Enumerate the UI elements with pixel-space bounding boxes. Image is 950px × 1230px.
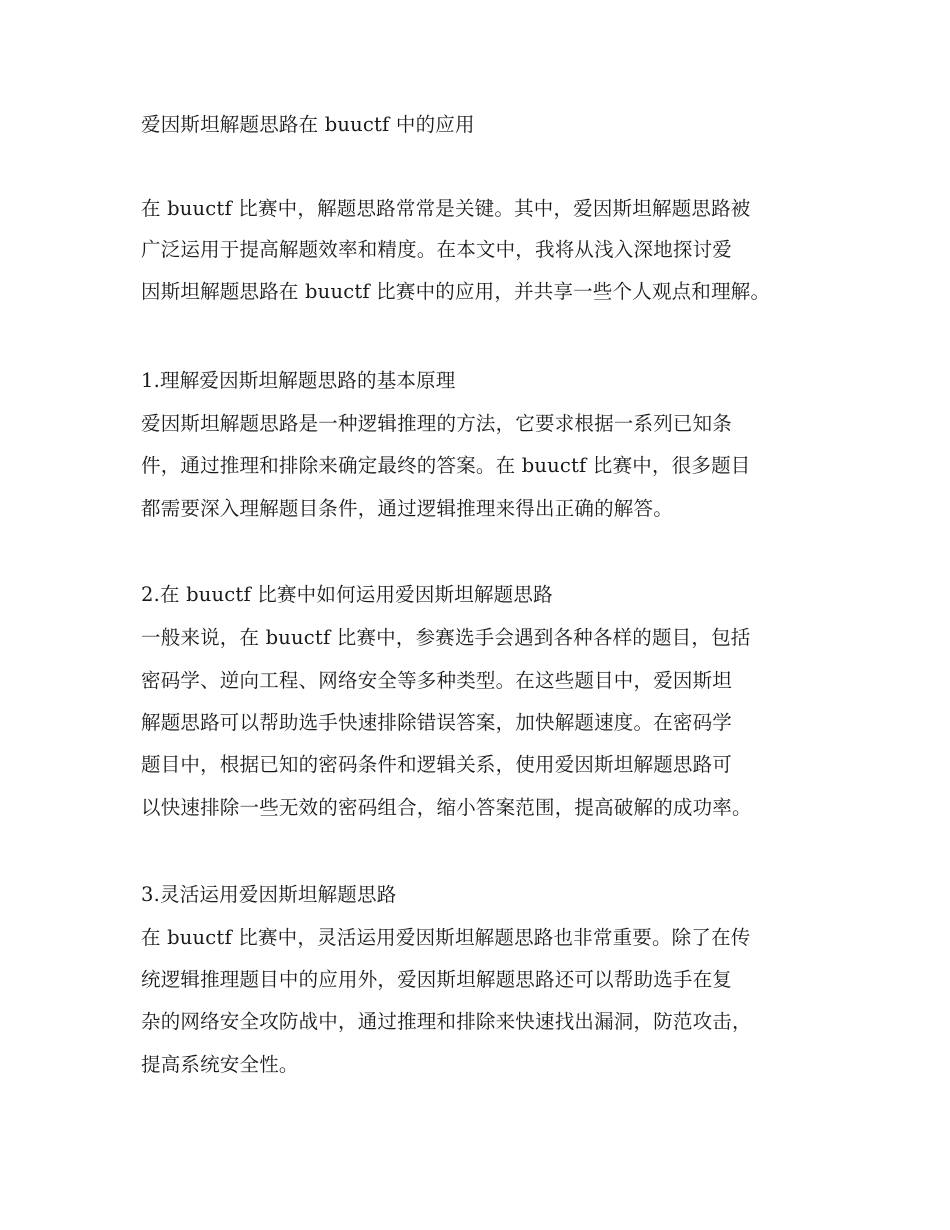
section-3-heading: 3.灵活运用爱因斯坦解题思路 [141,883,397,906]
section-2-line: 以快速排除一些无效的密码组合，缩小答案范围，提高破解的成功率。 [141,796,752,819]
section-2-line: 密码学、逆向工程、网络安全等多种类型。在这些题目中，爱因斯坦 [141,669,733,692]
section-1-line: 件，通过推理和排除来确定最终的答案。在 buuctf 比赛中，很多题目 [141,454,751,477]
page-title: 爱因斯坦解题思路在 buuctf 中的应用 [141,113,475,136]
section-1-heading: 1.理解爱因斯坦解题思路的基本原理 [141,369,456,392]
section-3-line: 提高系统安全性。 [141,1053,299,1076]
section-2-line: 解题思路可以帮助选手快速排除错误答案，加快解题速度。在密码学 [141,711,733,734]
intro-line: 因斯坦解题思路在 buuctf 比赛中的应用，并共享一些个人观点和理解。 [141,280,771,303]
section-2-heading: 2.在 buuctf 比赛中如何运用爱因斯坦解题思路 [141,583,553,606]
intro-line: 在 buuctf 比赛中，解题思路常常是关键。其中，爱因斯坦解题思路被 [141,197,751,220]
intro-line: 广泛运用于提高解题效率和精度。在本文中，我将从浅入深地探讨爱 [141,238,733,261]
section-1-line: 爱因斯坦解题思路是一种逻辑推理的方法，它要求根据一系列已知条 [141,412,733,435]
section-3-line: 统逻辑推理题目中的应用外，爱因斯坦解题思路还可以帮助选手在复 [141,968,733,991]
section-3-line: 杂的网络安全攻防战中，通过推理和排除来快速找出漏洞，防范攻击， [141,1010,752,1033]
section-1-line: 都需要深入理解题目条件，通过逻辑推理来得出正确的解答。 [141,497,673,520]
section-2-line: 题目中，根据已知的密码条件和逻辑关系，使用爱因斯坦解题思路可 [141,753,733,776]
section-3-line: 在 buuctf 比赛中，灵活运用爱因斯坦解题思路也非常重要。除了在传 [141,926,751,949]
section-2-line: 一般来说，在 buuctf 比赛中，参赛选手会遇到各种各样的题目，包括 [141,626,751,649]
